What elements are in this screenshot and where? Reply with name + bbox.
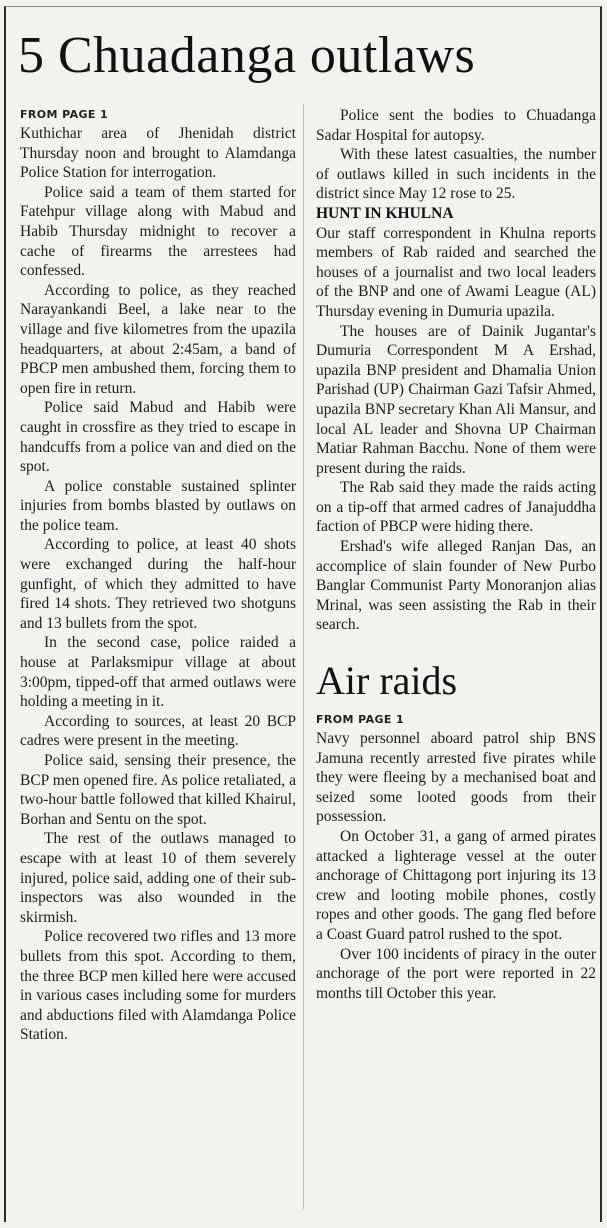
left-column [20,106,296,1045]
body-paragraph: A police constable sustained splinter injuries from bombs blasted by outlaws on the police team. [20,477,296,534]
main-kicker: FROM PAGE 1 [20,108,109,121]
body-paragraph: In the second case, police raided a house at Parlaksmipur village at about 3:00pm, tipped-off that armed outlaws were holding a meeting in it. [20,634,296,711]
body-paragraph: Police recovered two rifles and 13 more bullets from this spot. According to them, the three BCP men killed here were accused in various cases including some for murders and abductions filed with Alamdanga Police Station. [20,928,296,1044]
column-divider [303,104,304,1209]
body-paragraph: Police sent the bodies to Chuadanga Sadar Hospital for autopsy. [316,107,596,144]
body-paragraph: According to police, as they reached Narayankandi Beel, a lake near to the village and five kilometres from the upazila headquarters, at about 2:45am, a band of PBCP men ambushed them, forcing them to open fire in return. [20,281,296,397]
section-subhead: HUNT IN KHULNA [316,204,454,222]
body-paragraph: Kuthichar area of Jhenidah district Thursday noon and brought to Alamdanga Police Station for interrogation. [20,125,296,182]
body-paragraph: Our staff correspondent in Khulna reports members of Rab raided and searched the houses of a journalist and two local leaders of the BNP and one of Awami League (AL) Thursday evening in Dumuria upazila. [316,224,596,320]
body-paragraph: Police said a team of them started for Fatehpur village along with Mabud and Habib Thursday midnight to recover a cache of firearms the arrestees had confessed. [20,183,296,280]
body-paragraph: The rest of the outlaws managed to escape with at least 10 of them severely injured, police said, adding one of their sub-inspectors was also wounded in the skirmish. [20,830,296,926]
main-headline: 5 Chuadanga outlaws [18,27,476,84]
body-paragraph: With these latest casualties, the number of outlaws killed in such incidents in the district since May 12 rose to 25. [316,146,596,203]
right-column [316,106,596,1003]
body-paragraph: The houses are of Dainik Jugantar's Dumuria Correspondent M A Ershad, upazila BNP president and Dhamalia Union Parishad (UP) Chairman Gazi Tafsir Ahmed, upazila BNP secretary Khan Ali Mansur, and local AL leader and Shovna UP Chairman Matiar Rahman Bacchu. None of them were present during the raids. [316,322,596,477]
body-paragraph: Police said Mabud and Habib were caught in crossfire as they tried to escape in handcuffs from a police van and died on the spot. [20,399,296,476]
body-paragraph: According to police, at least 40 shots were exchanged during the half-hour gunfight, of which they admitted to have fired 14 shots. They retrieved two shotguns and 13 bullets from the spot. [20,536,296,632]
second-kicker: FROM PAGE 1 [316,713,405,727]
body-paragraph: Police said, sensing their presence, the BCP men opened fire. As police retaliated, a two-hour battle followed that killed Khairul, Borhan and Sentu on the spot. [20,752,296,828]
body-paragraph: According to sources, at least 20 BCP cadres were present in the meeting. [20,712,296,750]
body-paragraph: Over 100 incidents of piracy in the outer anchorage of the port were reported in 22 months till October this year. [316,945,596,1002]
body-paragraph: Ershad's wife alleged Ranjan Das, an accomplice of slain founder of New Purbo Banglar Communist Party Monoranjon alias Mrinal, was seen assisting the Rab in their search. [316,538,596,634]
second-headline: Air raids [316,658,458,704]
body-paragraph: On October 31, a gang of armed pirates attacked a lighterage vessel at the outer anchorage of Chittagong port injuring its 13 crew and looting mobile phones, costly ropes and other goods. The gang fled before a Coast Guard patrol rushed to the spot. [316,828,596,943]
body-paragraph: Navy personnel aboard patrol ship BNS Jamuna recently arrested five pirates while they were fleeing by a mechanised boat and seized some looted goods from their possession. [316,730,596,826]
body-paragraph: The Rab said they made the raids acting on a tip-off that armed cadres of Janajuddha faction of PBCP were hiding there. [316,479,596,536]
